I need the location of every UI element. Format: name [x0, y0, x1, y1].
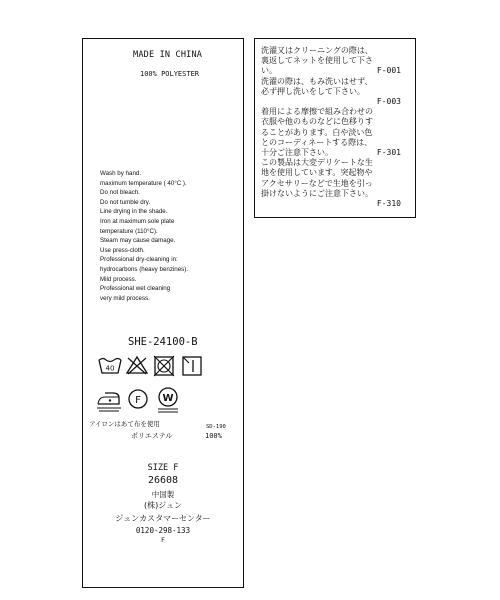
- note-code: F-001: [376, 66, 401, 76]
- japanese-care-notes: [261, 46, 409, 209]
- note-line: 地を使用しています。突起物や: [261, 168, 373, 178]
- care-line: Wash by hand.: [100, 170, 142, 177]
- care-line: Mild process.: [100, 275, 137, 283]
- care-line: Steam may cause damage.: [100, 237, 176, 245]
- care-line: Professional wet cleaning: [100, 285, 171, 293]
- note-line: 衣服や他のものなどに色移りす: [261, 117, 373, 127]
- dry-clean-f-icon: [126, 387, 150, 411]
- note-line: 洗濯又はクリーニングの際は、: [261, 46, 373, 55]
- care-line: Professional dry-cleaning in:: [100, 256, 178, 264]
- wet-clean-w-icon: [155, 386, 181, 414]
- hand-wash-40-icon: [97, 355, 123, 377]
- note-line: この製品は大変デリケートな生: [261, 158, 373, 168]
- note-line: とのコーディネートする際は、: [261, 137, 373, 147]
- care-line: temperature (110°C).: [100, 227, 158, 235]
- size-text: SIZE F: [147, 463, 179, 473]
- origin-ja: 中国製: [151, 490, 175, 499]
- no-bleach-icon: [125, 354, 149, 376]
- note-line: [261, 148, 409, 158]
- no-tumble-dry-icon: [153, 355, 175, 377]
- note-line: 裏返してネットを使用して下さ: [261, 56, 373, 66]
- care-line: Do not bleach.: [100, 189, 140, 197]
- fiber-ja-percent: 100%: [205, 432, 222, 440]
- care-line: maximum temperature ( 40°C ).: [100, 179, 187, 187]
- care-instructions: [100, 169, 188, 303]
- note-line: 洗濯の際は、もみ洗いはせず、: [261, 76, 373, 86]
- company-name: (株)ジュン: [143, 501, 183, 510]
- care-line: Use press-cloth.: [100, 246, 145, 254]
- note-line: ることがあります。白や淡い色: [261, 127, 373, 137]
- note-code: F-301: [376, 148, 401, 158]
- care-line: very mild process.: [100, 294, 150, 302]
- care-line: Iron at maximum sole plate: [100, 217, 175, 225]
- hand-wash-temp: 40: [105, 364, 115, 373]
- care-line: Line drying in the shade.: [100, 208, 168, 216]
- care-label-right: [254, 38, 416, 218]
- product-code: SHE-24100-B: [128, 336, 198, 348]
- customer-center: ジュンカスタマーセンター: [115, 514, 211, 523]
- note-code: F-003: [376, 97, 401, 107]
- wet-clean-letter: W: [162, 393, 174, 404]
- phone-number: 0120-298-133: [135, 526, 191, 535]
- size-letter: F: [161, 536, 165, 544]
- fiber-content: 100% POLYESTER: [140, 70, 200, 78]
- care-label-left: [82, 38, 244, 588]
- note-line: 着用による摩擦で組み合わせの: [261, 107, 373, 117]
- made-in-text: MADE IN CHINA: [133, 50, 203, 60]
- note-code: F-310: [376, 199, 401, 209]
- note-line: 必ず押し洗いをして下さい。: [261, 86, 365, 96]
- care-line: Do not tumble dry.: [100, 198, 151, 206]
- note-line: アクセサリーなどで生地を引っ: [261, 178, 373, 188]
- note-line: 掛けないようにご注意下さい。: [261, 188, 373, 198]
- note-line-text: い。: [261, 66, 277, 76]
- dry-clean-letter: F: [135, 395, 141, 406]
- iron-note: アイロンはあて布を使用: [89, 420, 160, 428]
- note-line: [261, 66, 409, 76]
- iron-low-cloth-icon: [95, 387, 123, 413]
- line-dry-shade-icon: [181, 355, 203, 377]
- care-line: hydrocarbons (heavy benzines).: [100, 265, 189, 273]
- product-number: 26608: [147, 475, 179, 486]
- sd-code: SD-190: [206, 424, 226, 430]
- note-line-text: 十分ご注意下さい。: [261, 148, 333, 158]
- fiber-ja: ポリエステル: [131, 432, 173, 440]
